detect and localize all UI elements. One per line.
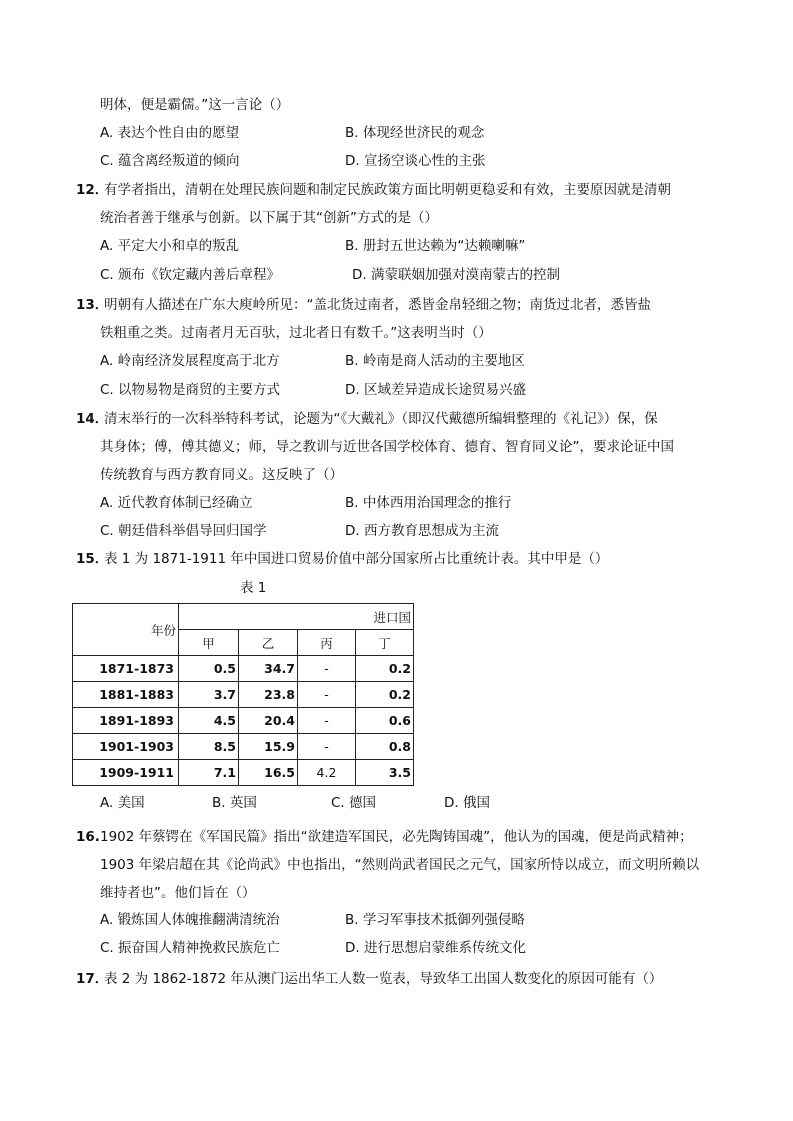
q13-option-d[interactable]: D. 区域差异造成长途贸易兴盛 xyxy=(345,382,526,398)
table1-col-bing: 丙 xyxy=(298,630,356,656)
table1-year: 1901-1903 xyxy=(73,734,179,760)
q11-option-b[interactable]: B. 体现经世济民的观念 xyxy=(345,125,485,141)
q17-stem-line1: 表 2 为 1862-1872 年从澳门运出华工人数一览表，导致华工出国人数变化的原因可能有（） xyxy=(104,971,663,987)
q12-stem-line1: 有学者指出，清朝在处理民族问题和制定民族政策方面比明朝更稳妥和有效，主要原因就是清朝 xyxy=(104,182,671,198)
q15-stem-line1: 表 1 为 1871-1911 年中国进口贸易价值中部分国家所占比重统计表。其中甲是（） xyxy=(104,551,609,567)
q12-option-b[interactable]: B. 册封五世达赖为“达赖喇嘛” xyxy=(345,238,526,254)
q14-stem-line3: 传统教育与西方教育同义。这反映了（） xyxy=(100,467,343,483)
q14-option-c[interactable]: C. 朝廷借科举倡导回归国学 xyxy=(100,523,267,539)
q11-tail: 明体，便是霸儒。”这一言论（） xyxy=(100,97,290,113)
q16-option-b[interactable]: B. 学习军事技术抵御列强侵略 xyxy=(345,912,525,928)
q12-option-a[interactable]: A. 平定大小和卓的叛乱 xyxy=(100,238,240,254)
table1-caption: 表 1 xyxy=(240,580,267,596)
table1-year: 1871-1873 xyxy=(73,656,179,682)
table1-cell: 0.6 xyxy=(356,708,414,734)
table1-cell: 16.5 xyxy=(239,760,298,786)
table-row xyxy=(73,682,414,708)
q16-option-c[interactable]: C. 振奋国人精神挽救民族危亡 xyxy=(100,940,281,956)
table1-cell: 20.4 xyxy=(239,708,298,734)
table1 xyxy=(72,603,414,786)
q13-number: 13． xyxy=(76,297,109,313)
q15-option-c[interactable]: C. 德国 xyxy=(331,795,377,811)
table1-cell: 8.5 xyxy=(179,734,239,760)
table1-cell: 34.7 xyxy=(239,656,298,682)
q16-stem-line3: 维持者也”。他们旨在（） xyxy=(100,885,256,901)
table1-col-yi: 乙 xyxy=(239,630,298,656)
table1-cell: - xyxy=(298,734,356,760)
table1-col-ding: 丁 xyxy=(356,630,414,656)
q16-stem-line1: 1902 年蔡锷在《军国民篇》指出“欲建造军国民，必先陶铸国魂”，他认为的国魂，便是尚武精神； xyxy=(100,829,693,845)
table1-cell: 15.9 xyxy=(239,734,298,760)
q11-option-d[interactable]: D. 宣扬空谈心性的主张 xyxy=(345,153,486,169)
table-row xyxy=(73,656,414,682)
q12-number: 12． xyxy=(76,182,109,198)
table1-year: 1909-1911 xyxy=(73,760,179,786)
table1-cell: - xyxy=(298,682,356,708)
q15-option-b[interactable]: B. 英国 xyxy=(212,795,257,811)
q13-option-b[interactable]: B. 岭南是商人活动的主要地区 xyxy=(345,353,525,369)
q14-stem-line1: 清末举行的一次科举特科考试，论题为“《大戴礼》（即汉代戴德所编辑整理的《礼记》）保，保 xyxy=(104,411,658,427)
table1-cell: 0.2 xyxy=(356,656,414,682)
q16-number: 16. xyxy=(76,829,100,845)
table1-cell: 3.5 xyxy=(356,760,414,786)
table1-cell: 3.7 xyxy=(179,682,239,708)
q14-stem-line2: 其身体；傅，傅其德义；师，导之教训与近世各国学校体育、德育、智育同义论”，要求论证中国 xyxy=(100,439,674,455)
table-row xyxy=(73,708,414,734)
table1-cell: 23.8 xyxy=(239,682,298,708)
table-row xyxy=(73,760,414,786)
table1-year: 1891-1893 xyxy=(73,708,179,734)
table1-cell: - xyxy=(298,708,356,734)
table1-cell: 4.5 xyxy=(179,708,239,734)
q12-stem-line2: 统治者善于继承与创新。以下属于其“创新”方式的是（） xyxy=(100,210,438,226)
q11-option-c[interactable]: C. 蕴含离经叛道的倾向 xyxy=(100,153,240,169)
table1-header-year: 年份 xyxy=(73,604,179,656)
q15-option-a[interactable]: A. 美国 xyxy=(100,795,145,811)
q15-option-d[interactable]: D. 俄国 xyxy=(444,795,490,811)
q15-number: 15． xyxy=(76,551,109,567)
table1-cell: - xyxy=(298,656,356,682)
table1-cell: 0.5 xyxy=(179,656,239,682)
q14-number: 14． xyxy=(76,411,109,427)
table1-cell: 4.2 xyxy=(298,760,356,786)
q16-option-d[interactable]: D. 进行思想启蒙维系传统文化 xyxy=(345,940,526,956)
q13-stem-line1: 明朝有人描述在广东大庾岭所见：“盖北货过南者，悉皆金帛轻细之物；南货过北者，悉皆盐 xyxy=(104,297,651,313)
table1-cell: 0.2 xyxy=(356,682,414,708)
q14-option-d[interactable]: D. 西方教育思想成为主流 xyxy=(345,523,499,539)
q16-option-a[interactable]: A. 锻炼国人体魄推翻满清统治 xyxy=(100,912,280,928)
q11-option-a[interactable]: A. 表达个性自由的愿望 xyxy=(100,125,240,141)
table1-col-jia: 甲 xyxy=(179,630,239,656)
q14-option-b[interactable]: B. 中体西用治国理念的推行 xyxy=(345,495,512,511)
table1-year: 1881-1883 xyxy=(73,682,179,708)
q12-option-c[interactable]: C. 颁布《钦定藏内善后章程》 xyxy=(100,267,281,283)
q16-stem-line2: 1903 年梁启超在其《论尚武》中也指出，“然则尚武者国民之元气，国家所恃以成立，而文明所赖以 xyxy=(100,857,700,873)
table1-header-country: 进口国 xyxy=(179,604,414,630)
q13-stem-line2: 铁粗重之类。过南者月无百驮，过北者日有数千。”这表明当时（） xyxy=(100,325,492,341)
table1-cell: 0.8 xyxy=(356,734,414,760)
q13-option-c[interactable]: C. 以物易物是商贸的主要方式 xyxy=(100,382,281,398)
q12-option-d[interactable]: D. 满蒙联姻加强对漠南蒙古的控制 xyxy=(352,267,560,283)
q14-option-a[interactable]: A. 近代教育体制已经确立 xyxy=(100,495,253,511)
table1-cell: 7.1 xyxy=(179,760,239,786)
table-row xyxy=(73,734,414,760)
q13-option-a[interactable]: A. 岭南经济发展程度高于北方 xyxy=(100,353,280,369)
q17-number: 17． xyxy=(76,971,109,987)
